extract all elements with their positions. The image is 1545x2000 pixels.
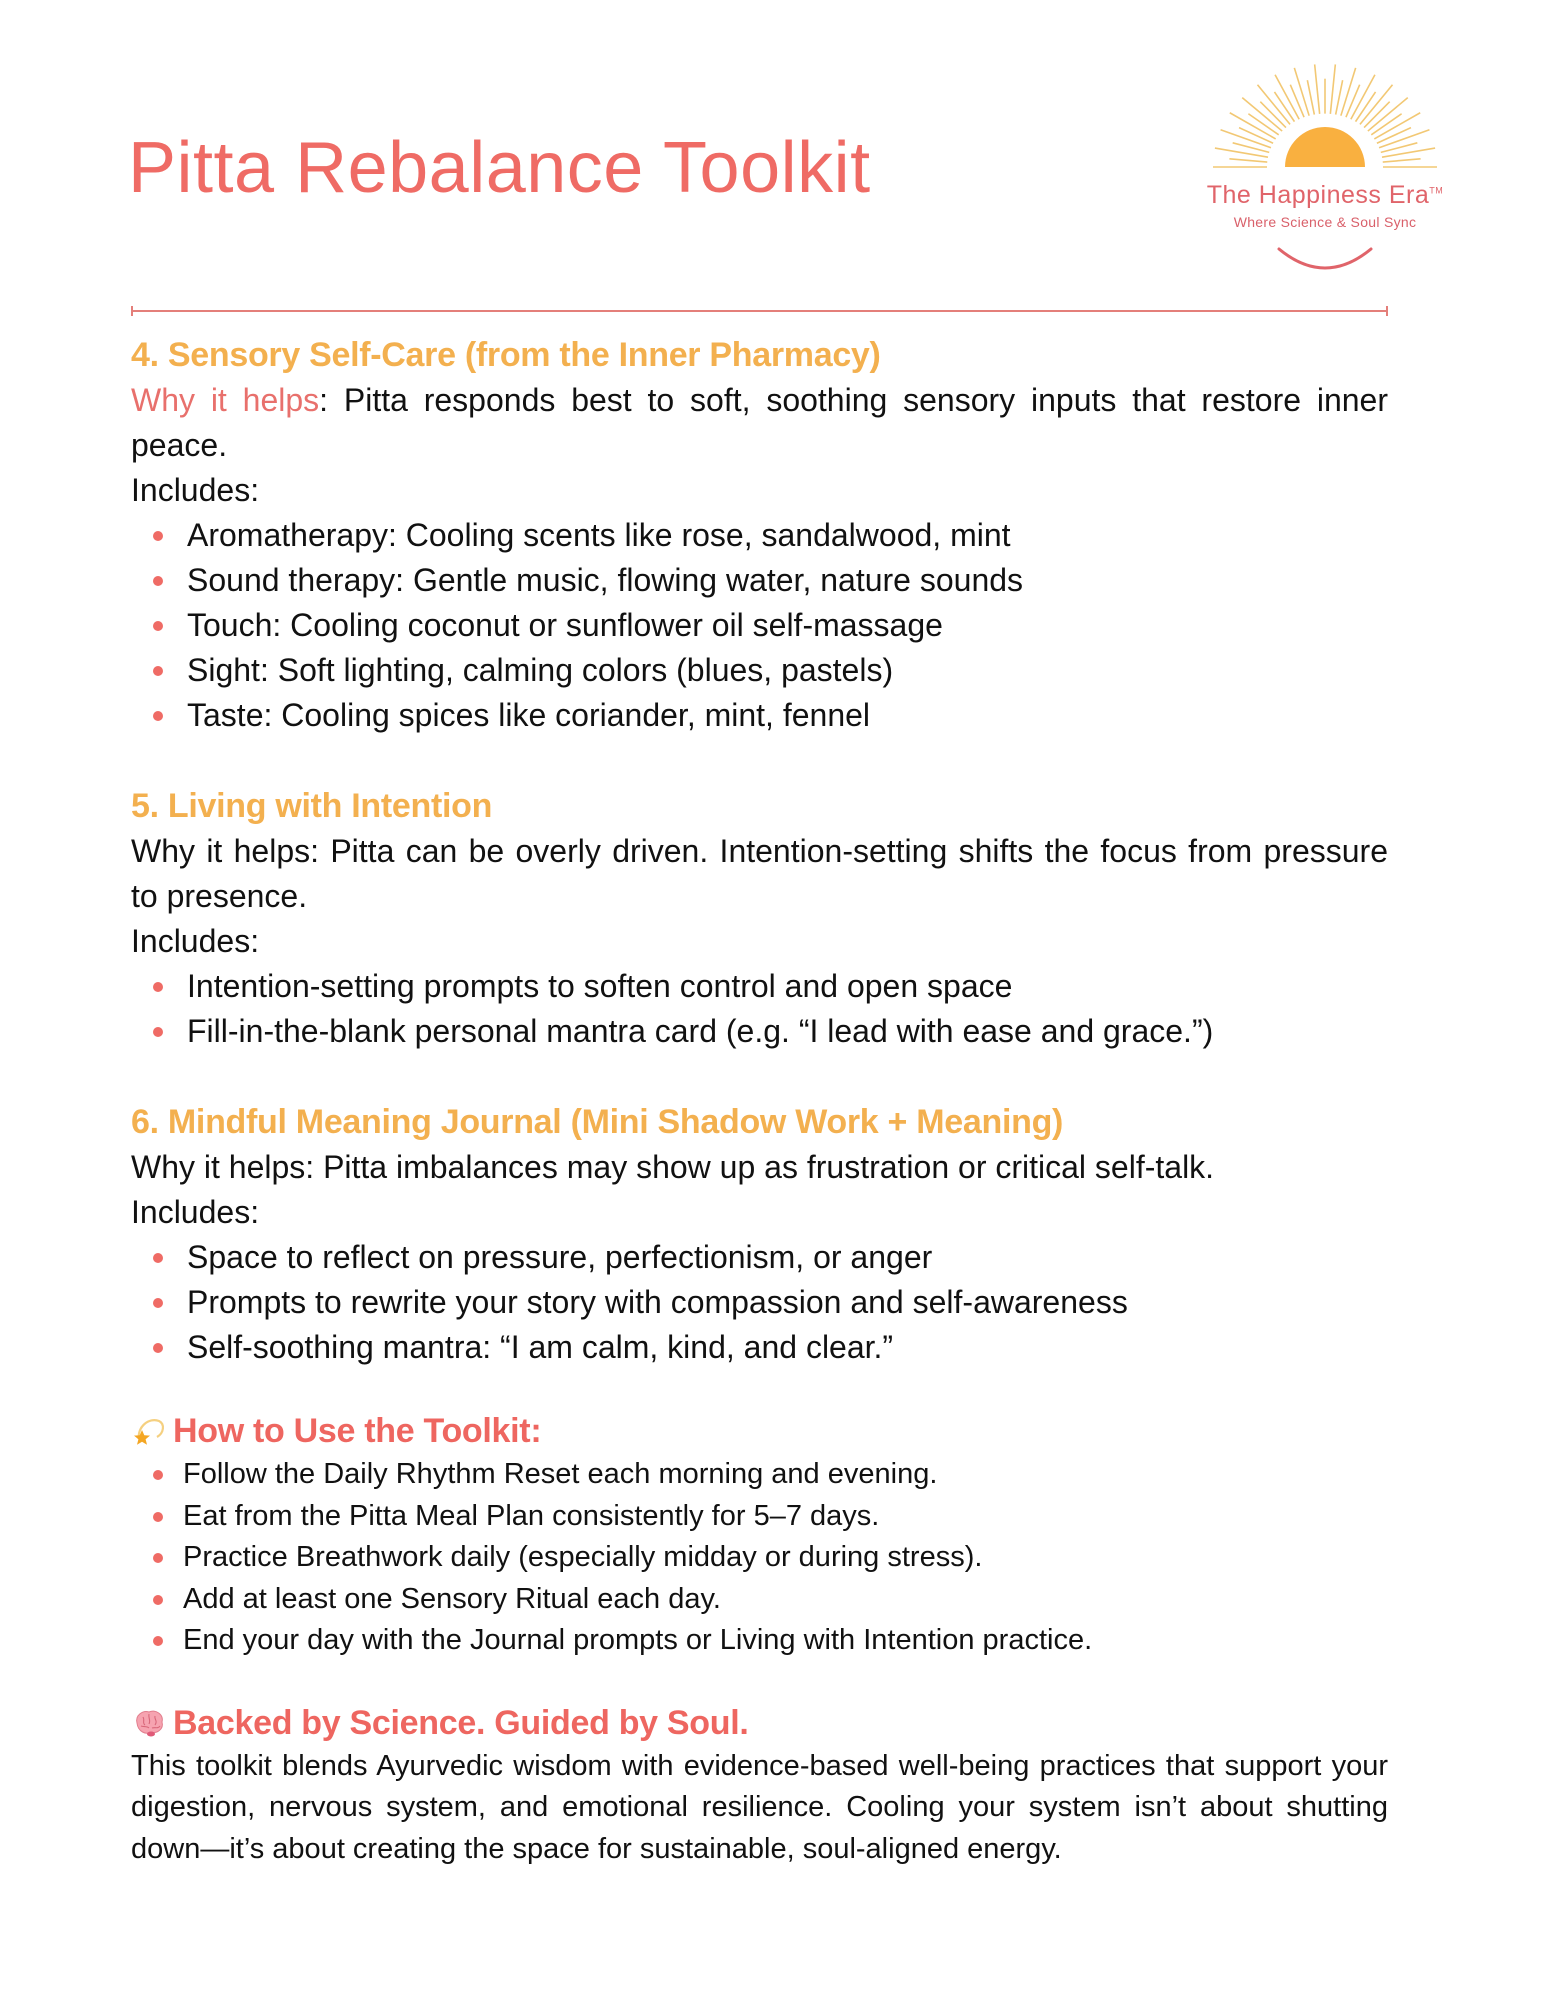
list-item: Taste: Cooling spices like coriander, mint, fennel xyxy=(153,693,1388,738)
list-item: Practice Breathwork daily (especially midday or during stress). xyxy=(153,1537,1388,1579)
includes-list xyxy=(131,964,1388,1054)
sun-ray xyxy=(1307,80,1314,114)
sun-ray xyxy=(1229,159,1267,162)
list-item: Follow the Daily Rhythm Reset each morning and evening. xyxy=(153,1454,1388,1496)
backed-heading xyxy=(131,1700,1388,1746)
list-item: End your day with the Journal prompts or Living with Intention practice. xyxy=(153,1620,1388,1662)
sun-ray xyxy=(1233,143,1270,153)
includes-label: Includes: xyxy=(131,923,260,959)
sun-ray xyxy=(1341,68,1356,116)
brand-tagline: Where Science & Soul Sync xyxy=(1233,214,1417,230)
backed-title: Backed by Science. Guided by Soul. xyxy=(173,1703,749,1742)
backed-text: This toolkit blends Ayurvedic wisdom with evidence-based well-being practices that support your digestion, nervous system, and emotional resilience. Cooling your system isn’t about shutting down—it’s about creating the space for sustainable, soul-aligned energy. xyxy=(131,1749,1388,1865)
sun-ray xyxy=(1294,68,1309,116)
list-item: Eat from the Pitta Meal Plan consistently for 5–7 days. xyxy=(153,1496,1388,1538)
how-to-use-heading xyxy=(131,1408,1388,1454)
list-item: Aromatherapy: Cooling scents like rose, sandalwood, mint xyxy=(153,513,1388,558)
sun-disc xyxy=(1285,127,1365,167)
page-title: Pitta Rebalance Toolkit xyxy=(128,128,871,208)
brain-icon xyxy=(131,1705,167,1741)
why-it-helps: Why it helps: Pitta can be overly driven. Intention-setting shifts the focus from pressure to presence. xyxy=(131,833,1388,914)
sun-ray xyxy=(1336,80,1343,114)
includes-label: Includes: xyxy=(131,1194,260,1230)
brand-name xyxy=(1190,183,1460,208)
list-item: Prompts to rewrite your story with compassion and self-awareness xyxy=(153,1280,1388,1325)
list-item: Sight: Soft lighting, calming colors (blues, pastels) xyxy=(153,648,1388,693)
list-item: Add at least one Sensory Ritual each day. xyxy=(153,1579,1388,1621)
list-item: Self-soothing mantra: “I am calm, kind, and clear.” xyxy=(153,1325,1388,1370)
includes-label: Includes: xyxy=(131,472,260,508)
section-sensory-self-care xyxy=(131,332,1388,738)
sun-ray xyxy=(1290,85,1304,118)
brand-logo xyxy=(1190,55,1460,285)
brand-name-text: The Happiness Era xyxy=(1206,181,1430,209)
list-item: Fill-in-the-blank personal mantra card (e.g. “I lead with ease and grace.”) xyxy=(153,1009,1388,1054)
list-item: Space to reflect on pressure, perfectionism, or anger xyxy=(153,1235,1388,1280)
section-heading: 5. Living with Intention xyxy=(131,787,493,825)
list-item: Touch: Cooling coconut or sunflower oil self-massage xyxy=(153,603,1388,648)
section-heading: 6. Mindful Meaning Journal (Mini Shadow Work + Meaning) xyxy=(131,1103,1064,1141)
section-heading: 4. Sensory Self-Care (from the Inner Pharmacy) xyxy=(131,336,881,374)
sun-ray xyxy=(1330,64,1335,113)
why-text: : Pitta responds best to soft, soothing sensory inputs that restore inner peace. xyxy=(131,382,1389,463)
trademark-mark: TM xyxy=(1429,185,1444,196)
shooting-star-icon xyxy=(131,1413,167,1449)
header-divider xyxy=(131,310,1388,312)
sun-ray xyxy=(1383,159,1421,162)
section-backed-by-science xyxy=(131,1700,1388,1871)
smile-arc xyxy=(1279,249,1371,268)
section-mindful-meaning-journal xyxy=(131,1099,1388,1370)
section-how-to-use xyxy=(131,1408,1388,1662)
sun-icon xyxy=(1190,55,1460,285)
includes-list xyxy=(131,513,1388,738)
how-to-use-title: How to Use the Toolkit: xyxy=(173,1412,542,1450)
why-it-helps: Why it helps: Pitta imbalances may show up as frustration or critical self-talk. xyxy=(131,1149,1215,1185)
why-label: Why it helps xyxy=(131,382,320,418)
sun-ray xyxy=(1315,64,1320,113)
list-item: Sound therapy: Gentle music, flowing water, nature sounds xyxy=(153,558,1388,603)
section-living-with-intention xyxy=(131,783,1388,1054)
why-it-helps xyxy=(131,378,1388,468)
sun-ray xyxy=(1346,85,1360,118)
how-to-use-list xyxy=(131,1454,1388,1662)
sun-ray xyxy=(1381,143,1418,153)
list-item: Intention-setting prompts to soften control and open space xyxy=(153,964,1388,1009)
content xyxy=(131,332,1388,1870)
includes-list xyxy=(131,1235,1388,1370)
